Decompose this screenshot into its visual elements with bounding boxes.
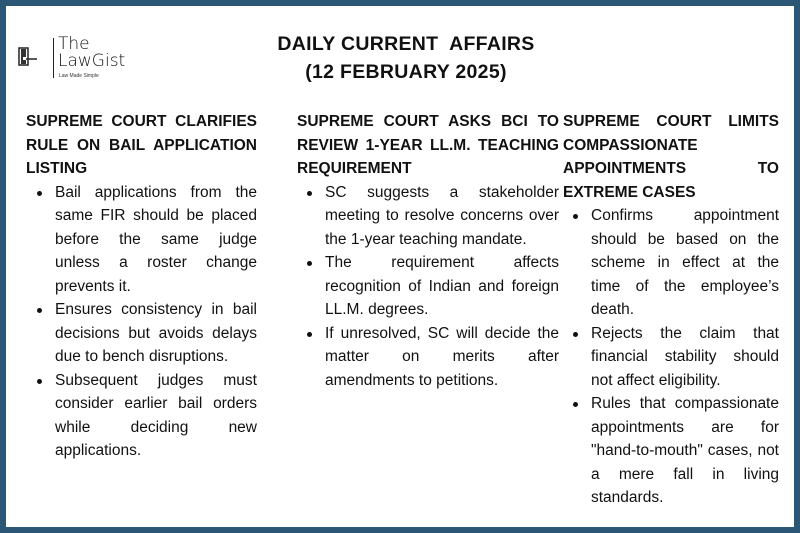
bullet-text: The requirement affects recognition of Indian and foreign LL.M. degrees. xyxy=(325,254,559,318)
bullet-icon xyxy=(37,191,42,196)
list-item xyxy=(563,392,779,510)
page-frame xyxy=(6,6,794,527)
logo-name-line2: LawGist xyxy=(58,51,126,71)
list-item xyxy=(26,298,257,369)
bullet-list xyxy=(297,181,559,393)
logo-tagline: Law Made Simple xyxy=(59,73,99,79)
title-line1: DAILY CURRENT AFFAIRS xyxy=(277,33,535,55)
bullet-icon xyxy=(573,402,578,407)
bullet-text: Bail applications from the same FIR should be placed before the same judge unless a roster change prevents it. xyxy=(55,183,257,295)
bullet-icon xyxy=(37,308,42,313)
bullet-text: Subsequent judges must consider earlier bail orders while deciding new applications. xyxy=(55,371,257,459)
bullet-icon xyxy=(307,332,312,337)
bullet-text: Rejects the claim that financial stability should not affect eligibility. xyxy=(591,324,779,389)
bullet-text: Confirms appointment should be based on the scheme in effect at the time of the employee’s death. xyxy=(591,207,779,318)
bullet-icon xyxy=(307,261,312,266)
door-exit-icon xyxy=(18,46,38,68)
logo-name xyxy=(58,36,125,70)
bullet-list xyxy=(26,181,257,463)
bullet-text: Rules that compassionate appointments are for "hand-to-mouth" cases, not a mere fall in living standards. xyxy=(591,395,779,506)
bullet-icon xyxy=(573,332,578,337)
bullet-text: Ensures consistency in bail decisions but avoids delays due to bench disruptions. xyxy=(55,301,257,365)
bullet-icon xyxy=(307,191,312,196)
bullet-icon xyxy=(37,379,42,384)
list-item xyxy=(563,204,779,322)
article-heading: SUPREME COURT ASKS BCI TO REVIEW 1-YEAR LL.M. TEACHING REQUIREMENT xyxy=(297,113,559,177)
article-3 xyxy=(563,110,779,510)
list-item xyxy=(297,251,559,322)
list-item xyxy=(297,322,559,393)
article-heading: SUPREME COURT CLARIFIES RULE ON BAIL APPLICATION LISTING xyxy=(26,113,257,177)
logo-name-line1: The xyxy=(58,34,90,54)
title-line2: (12 FEBRUARY 2025) xyxy=(305,61,507,83)
page-title xyxy=(206,30,606,86)
list-item xyxy=(26,181,257,299)
logo xyxy=(18,34,148,86)
bullet-list xyxy=(563,204,779,510)
list-item xyxy=(563,322,779,393)
bullet-text: If unresolved, SC will decide the matter on merits after amendments to petitions. xyxy=(325,324,559,389)
article-2 xyxy=(297,110,559,392)
logo-divider xyxy=(53,38,54,78)
list-item xyxy=(297,181,559,252)
bullet-text: SC suggests a stakeholder meeting to resolve concerns over the 1-year teaching mandate. xyxy=(325,183,559,248)
list-item xyxy=(26,369,257,463)
article-1 xyxy=(26,110,257,463)
bullet-icon xyxy=(573,214,578,219)
article-heading: SUPREME COURT LIMITS COMPASSIONATE APPOINTMENTS TO EXTREME CASES xyxy=(563,113,779,201)
